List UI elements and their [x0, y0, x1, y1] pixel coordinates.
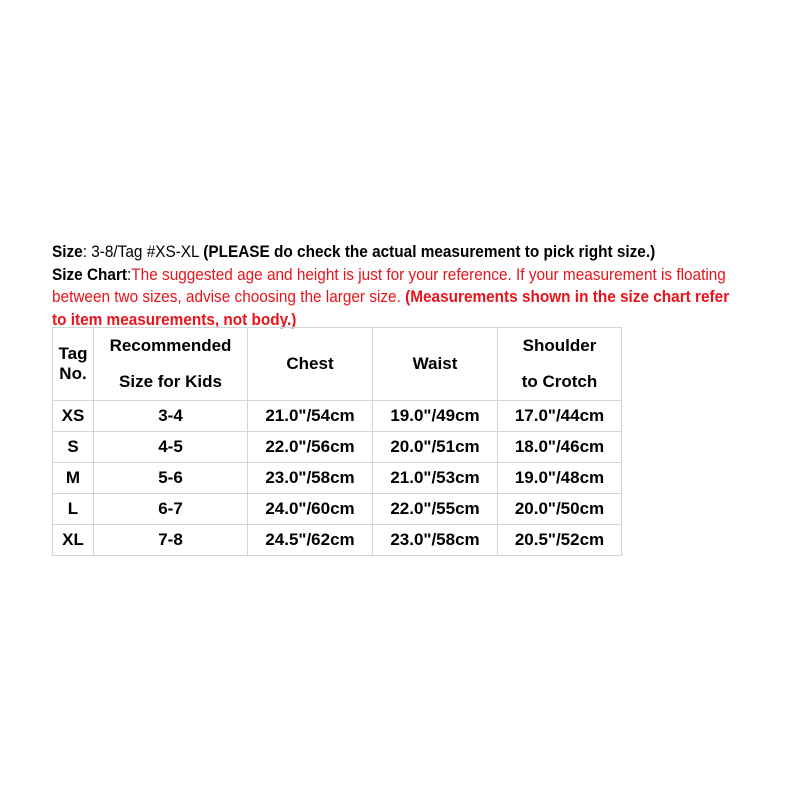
size-info-block: [52, 241, 730, 331]
cell-shoulder: 20.0"/50cm: [498, 494, 622, 525]
cell-waist: 22.0"/55cm: [373, 494, 498, 525]
cell-shoulder: 20.5"/52cm: [498, 525, 622, 556]
header-tag-line2: No.: [59, 364, 87, 383]
cell-waist: 21.0"/53cm: [373, 463, 498, 494]
cell-age: 6-7: [94, 494, 248, 525]
cell-shoulder: 17.0"/44cm: [498, 401, 622, 432]
cell-age: 5-6: [94, 463, 248, 494]
header-rec-line1: Recommended: [109, 336, 232, 355]
table-header-row: [53, 328, 622, 401]
size-chart-line-2: [52, 286, 730, 309]
cell-age: 3-4: [94, 401, 248, 432]
cell-tag: XL: [53, 525, 94, 556]
size-value: : 3-8/Tag #XS-XL: [82, 243, 204, 261]
table-row: [53, 401, 622, 432]
header-tag-line1: Tag: [58, 344, 88, 363]
cell-age: 4-5: [94, 432, 248, 463]
size-chart-label: Size Chart: [52, 265, 128, 284]
header-chest: Chest: [248, 328, 373, 401]
header-shoulder-line2: to Crotch: [521, 372, 598, 391]
size-chart-bold-note-2: (Measurements shown in the size chart refer: [405, 288, 730, 306]
size-line: [52, 241, 722, 264]
size-chart-colon: :: [127, 265, 132, 284]
header-tag-no: [53, 328, 94, 401]
size-label: Size: [52, 243, 83, 261]
cell-chest: 21.0"/54cm: [248, 401, 373, 432]
size-chart-table: [52, 327, 622, 556]
header-shoulder-to-crotch: [498, 328, 622, 401]
table-row: [53, 463, 622, 494]
header-recommended-size: [94, 328, 248, 401]
table-row: [53, 432, 622, 463]
header-shoulder-line1: Shoulder: [522, 336, 597, 355]
size-chart-note-1: The suggested age and height is just for your reference. If your measurement is floating: [131, 265, 726, 284]
table-row: [53, 525, 622, 556]
cell-tag: S: [53, 432, 94, 463]
cell-shoulder: 19.0"/48cm: [498, 463, 622, 494]
cell-chest: 22.0"/56cm: [248, 432, 373, 463]
table-row: [53, 494, 622, 525]
cell-tag: M: [53, 463, 94, 494]
cell-waist: 20.0"/51cm: [373, 432, 498, 463]
cell-age: 7-8: [94, 525, 248, 556]
size-chart-line-1: [52, 264, 726, 287]
header-waist: Waist: [373, 328, 498, 401]
cell-waist: 23.0"/58cm: [373, 525, 498, 556]
cell-chest: 24.5"/62cm: [248, 525, 373, 556]
cell-chest: 24.0"/60cm: [248, 494, 373, 525]
size-chart-bold-note-3: to item measurements, not body.): [52, 310, 297, 329]
cell-tag: L: [53, 494, 94, 525]
cell-chest: 23.0"/58cm: [248, 463, 373, 494]
header-rec-line2: Size for Kids: [119, 372, 222, 391]
size-chart-note-2: between two sizes, advise choosing the larger size.: [52, 288, 406, 306]
size-note: (PLEASE do check the actual measurement to pick right size.): [203, 243, 656, 261]
cell-tag: XS: [53, 401, 94, 432]
cell-shoulder: 18.0"/46cm: [498, 432, 622, 463]
cell-waist: 19.0"/49cm: [373, 401, 498, 432]
